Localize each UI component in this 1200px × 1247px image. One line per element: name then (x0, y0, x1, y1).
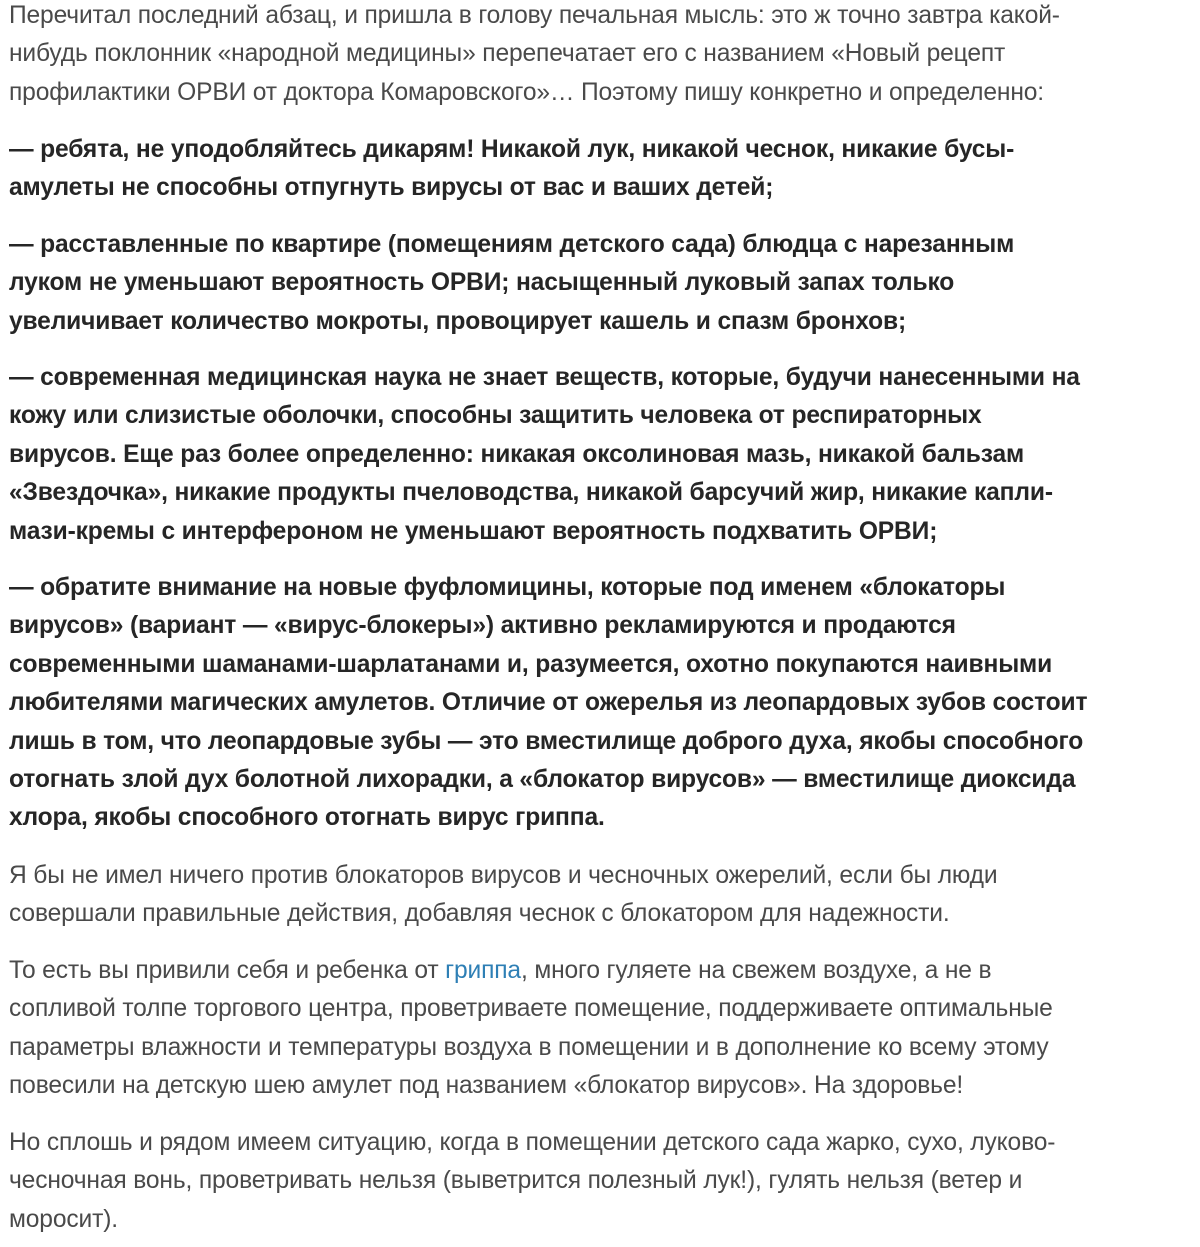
text-line: вирусов. Еще раз более определенно: никакая оксолиновая мазь, никакой бальзам (9, 440, 1025, 468)
text-line: повесили на детскую шею амулет под названием «блокатор вирусов». На здоровье! (9, 1072, 964, 1100)
text-line: луком не уменьшают вероятность ОРВИ; насыщенный луковый запах только (9, 269, 955, 297)
text-line: нибудь поклонник «народной медицины» перепечатает его с названием «Новый рецепт (9, 40, 1006, 68)
text-line: Но сплошь и рядом имеем ситуацию, когда в помещении детского сада жарко, сухо, луково- (9, 1129, 1056, 1156)
text-line: — расставленные по квартире (помещениям детского сада) блюдца с нарезанным (9, 231, 1015, 258)
text-line: параметры влажности и температуры воздуха в помещении и в дополнение ко всему этому (9, 1033, 1049, 1061)
paragraph-bold-onions-garlic (9, 131, 1200, 208)
text-line: увеличивает количество мокроты, провоцирует кашель и спазм бронхов; (9, 307, 906, 335)
text-line: хлора, якобы способного отогнать вирус гриппа. (9, 804, 605, 832)
paragraph-bold-ointments (9, 359, 1200, 551)
paragraph-intro (9, 0, 1200, 112)
paragraph-reality (9, 1124, 1200, 1239)
text-line: кожу или слизистые оболочки, способны защитить человека от респираторных (9, 402, 982, 430)
text-line: Перечитал последний абзац, и пришла в голову печальная мысль: это ж точно завтра какой- (9, 2, 1060, 29)
text-line: чесночная вонь, проветривать нельзя (выветрится полезный лук!), гулять нельзя (ветер и (9, 1167, 1023, 1195)
text-line: современными шаманами-шарлатанами и, разумеется, охотно покупаются наивными (9, 650, 1053, 678)
text-line: вирусов» (вариант — «вирус-блокеры») активно рекламируются и продаются (9, 612, 956, 640)
text-line: лишь в том, что леопардовые зубы — это вместилище доброго духа, якобы способного (9, 727, 1084, 755)
text-line: отогнать злой дух болотной лихорадки, а «блокатор вирусов» — вместилище диоксида (9, 766, 1076, 794)
text-line: мази-кремы с интерфероном не уменьшают вероятность подхватить ОРВИ; (9, 517, 938, 545)
text-fragment: То есть вы привили себя и ребенка от (9, 957, 446, 984)
text-line: — обратите внимание на новые фуфломицины, которые под именем «блокаторы (9, 574, 1006, 601)
text-line: амулеты не способны отпугнуть вирусы от вас и ваших детей; (9, 174, 774, 202)
text-line: сопливой толпе торгового центра, проветриваете помещение, поддерживаете оптимальные (9, 995, 1053, 1023)
text-line: профилактики ОРВИ от доктора Комаровского»… Поэтому пишу конкретно и определенно: (9, 78, 1044, 106)
flu-link[interactable]: гриппа (445, 957, 521, 984)
paragraph-correct-actions (9, 952, 1200, 1106)
text-fragment: , много гуляете на свежем воздухе, а не в (520, 957, 992, 984)
paragraph-blockers-opinion (9, 857, 1200, 934)
text-line: «Звездочка», никакие продукты пчеловодства, никакой барсучий жир, никакие капли- (9, 479, 1053, 507)
text-line (9, 952, 1200, 990)
paragraph-bold-onion-saucers (9, 226, 1200, 341)
text-line: совершали правильные действия, добавляя чеснок с блокатором для надежности. (9, 900, 950, 928)
text-line: любителями магических амулетов. Отличие от ожерелья из леопардовых зубов состоит (9, 689, 1088, 717)
text-line: — современная медицинская наука не знает веществ, которые, будучи нанесенными на (9, 364, 1080, 391)
text-line: Я бы не имел ничего против блокаторов вирусов и чесночных ожерелий, если бы люди (9, 862, 998, 889)
text-line: — ребята, не уподобляйтесь дикарям! Никакой лук, никакой чеснок, никакие бусы- (9, 136, 1015, 163)
paragraph-bold-virus-blockers (9, 569, 1200, 838)
text-line: моросит). (9, 1205, 118, 1233)
